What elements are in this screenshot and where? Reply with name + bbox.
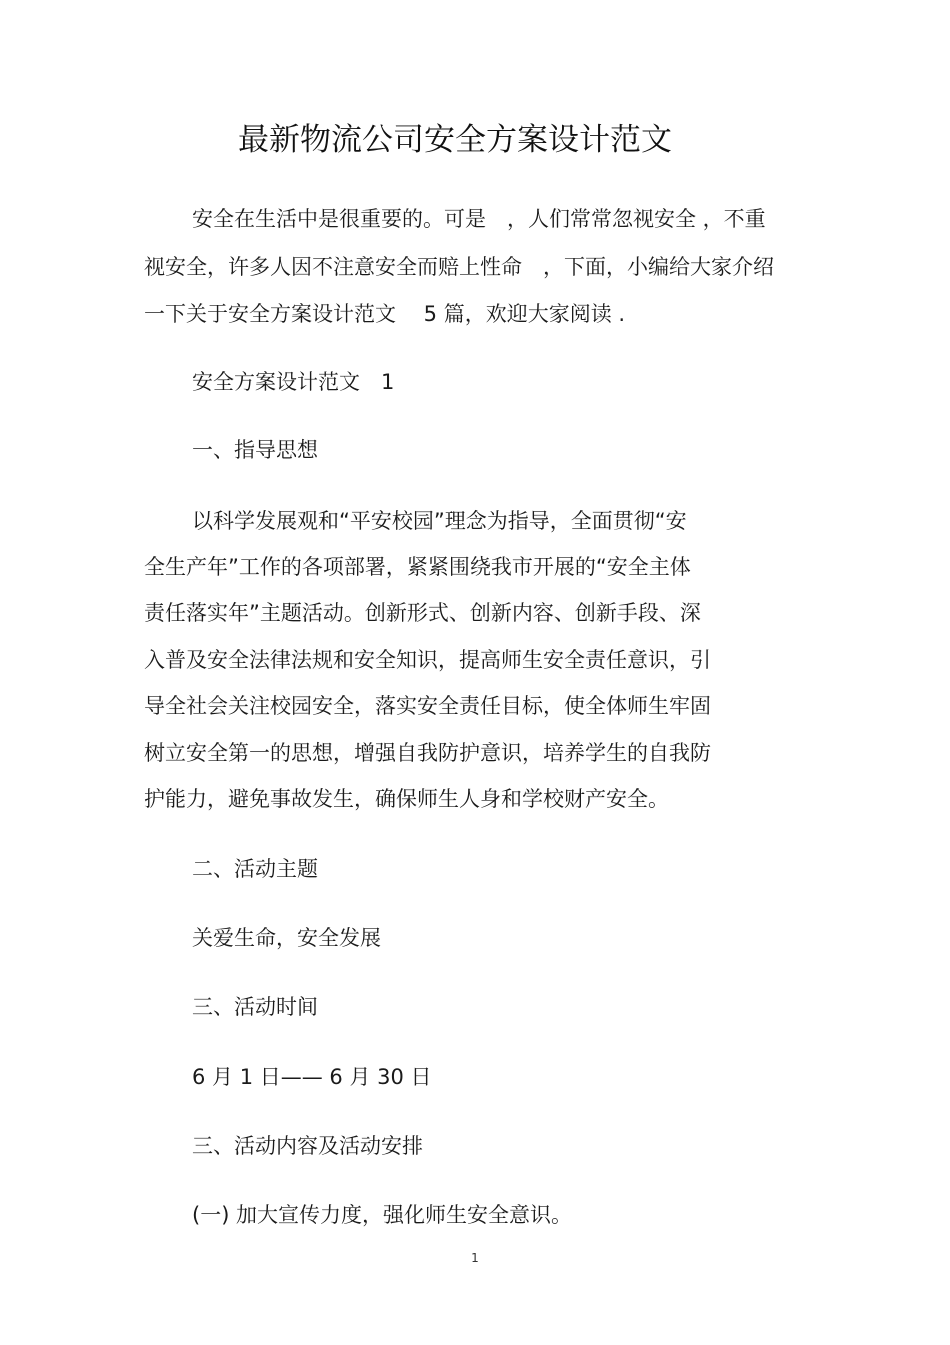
part2-body: 关爱生命，安全发展	[192, 926, 381, 950]
part1-body-line-3: 责任落实年”主题活动。创新形式、创新内容、创新手段、深	[144, 601, 701, 625]
part1-body-line-2: 全生产年”工作的各项部署，紧紧围绕我市开展的“安全主体	[144, 555, 691, 579]
page-number: 1	[471, 1251, 479, 1265]
part3-heading: 三、活动时间	[192, 995, 318, 1019]
part1-body-line-6: 树立安全第一的思想，增强自我防护意识，培养学生的自我防	[144, 741, 711, 765]
intro-line-3: 一下关于安全方案设计范文 5 篇，欢迎大家阅读 .	[144, 302, 626, 326]
intro-line-2: 视安全，许多人因不注意安全而赔上性命 ，下面，小编给大家介绍	[144, 255, 774, 279]
part4-heading: 三、活动内容及活动安排	[192, 1134, 423, 1158]
part1-body-line-1: 以科学发展观和“平安校园”理念为指导，全面贯彻“安	[192, 509, 687, 533]
part4-item-1: (一) 加大宣传力度，强化师生安全意识。	[192, 1203, 573, 1227]
part1-body-line-4: 入普及安全法律法规和安全知识，提高师生安全责任意识，引	[144, 648, 711, 672]
document-title: 最新物流公司安全方案设计范文	[238, 122, 672, 158]
section-heading: 安全方案设计范文 1	[192, 370, 395, 394]
part2-heading: 二、活动主题	[192, 857, 318, 881]
part3-body: 6 月 1 日—— 6 月 30 日	[192, 1065, 432, 1089]
part1-body-line-5: 导全社会关注校园安全，落实安全责任目标，使全体师生牢固	[144, 694, 711, 718]
intro-line-1: 安全在生活中是很重要的。可是 ，人们常常忽视安全 ，不重	[192, 207, 766, 231]
part1-heading: 一、指导思想	[192, 438, 318, 462]
part1-body-line-7: 护能力，避免事故发生，确保师生人身和学校财产安全。	[144, 787, 669, 811]
